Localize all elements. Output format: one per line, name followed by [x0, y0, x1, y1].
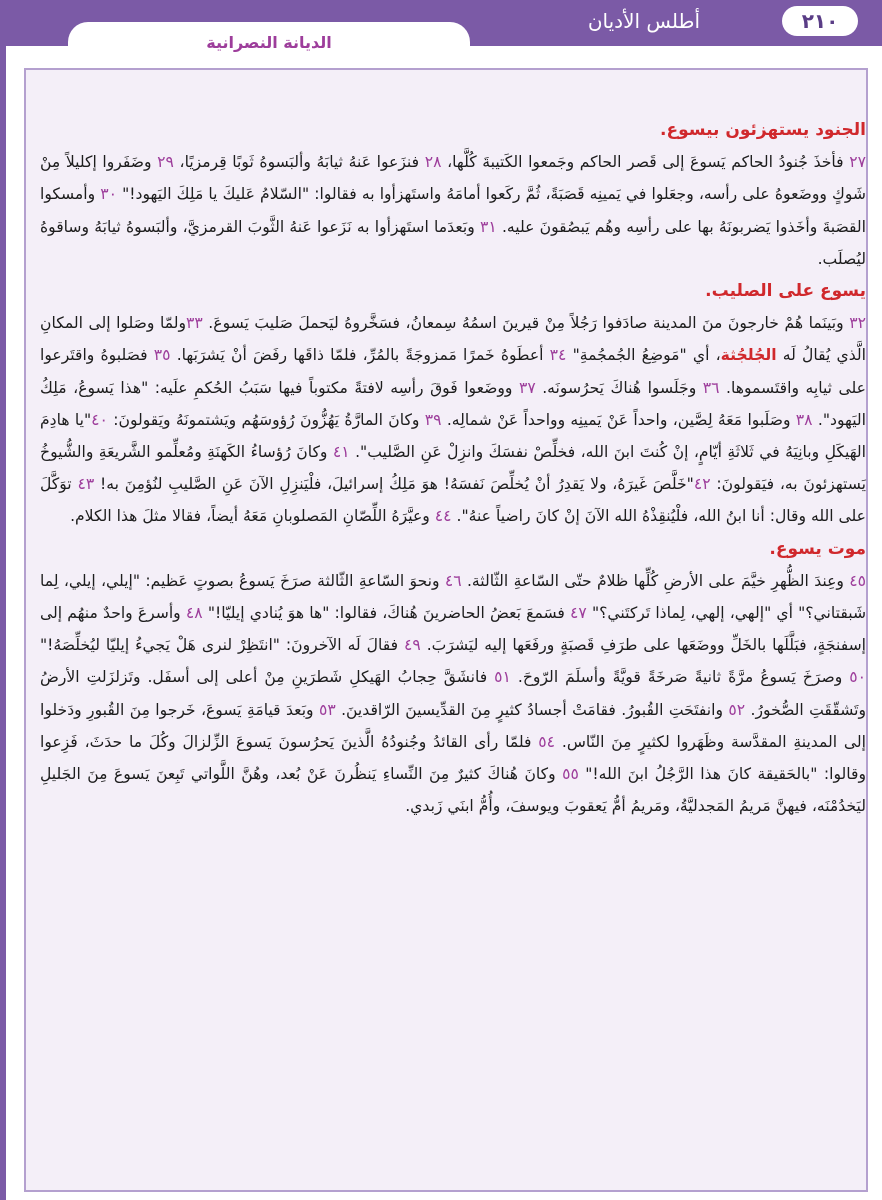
verse-number: ٣١ [479, 217, 497, 236]
verse-number: ٣٢ [849, 314, 866, 333]
verse-number: ٤١ [332, 443, 350, 462]
verse-text: فنزَعوا عَنهُ ثيابَهُ وألبَسوهُ ثَوبًا قِرمزيًا، [173, 153, 425, 172]
verse-text: وانفتَحَتِ القُبورُ. فقامَتْ أجسادُ كثيرٍ مِنَ القدِّيسينَ الرّاقدينَ. [335, 700, 729, 719]
section-heading: موت يسوع. [769, 538, 866, 559]
section-paragraph [40, 565, 866, 823]
verse-number: ٤٩ [404, 636, 421, 655]
verse-text: "يا هادِمَ الهَيكَلِ وبانِيَهُ في ثَلاثَةِ أيّامٍ، إنْ كُنتَ ابنَ الله، فخلِّصْ نفسَكَ وانزِلْ عَنِ الصَّليب". [40, 410, 867, 462]
verse-number: ٤٦ [444, 571, 462, 590]
verse-number: ٣٨ [795, 410, 813, 429]
verse-text: وضَفَروا إكليلاً مِنْ شَوكٍ ووضَعوهُ على رأسه، وجعَلوا في يَمينِه قَصَبَةً، ثُمَّ ركَعوا أمامَهُ واستَهزأوا به فقالوا: "السّلامُ عَليكَ يا مَلِكَ اليَهود!" [40, 153, 866, 204]
verse-text: ونحوَ السّاعةِ الثّالثة صرَخَ يَسوعُ بصوتٍ عَظيم: "إيلي، إيلي، لِما شَبقتاني؟" أي "إلهي، إلهي، لِماذا تَركتَني؟" [40, 571, 867, 623]
verse-number: ٤٤ [434, 507, 452, 526]
verse-text: ووضَعوا فَوقَ رأسِه لافتةً مكتوباً فيها سَبَبُ الحُكمِ علَيه: "هذا يَسوعُ، مَلِكُ اليَهود". [40, 378, 866, 429]
section-paragraph [40, 307, 866, 532]
verse-text: وبَعدَ قيامَةِ يَسوعَ، خَرجوا مِنَ القُبورِ ودَخلوا إلى المدينةِ المقدَّسة وظَهَروا لكثيرٍ مِنَ النّاس. [40, 700, 867, 751]
verse-text: وكانَ رُؤساءُ الكَهنَةِ ومُعلِّمو الشَّريعَةِ والشُّيوخُ يَستهزئونَ به، فيَقولونَ: [40, 443, 866, 494]
verse-text: وصَلَبوا مَعَهُ لِصَّين، واحداً عَنْ يَمينِه وواحداً عَنْ شمالِه. [441, 410, 796, 429]
verse-text: وكانَ هُناكَ كثيرٌ مِنَ النِّساءِ يَنظُرنَ عَنْ بُعد، وهُنَّ اللَّواتي تَبِعنَ يَسوعَ مِنَ الجَليلِ ليَخدُمْنَه، فيهنَّ مَريمُ المَجدليَّةُ، ومَريمُ أمُّ يَعقوبَ ويوسفَ، وأُمُّ ابنَي زَبدي. [40, 765, 866, 816]
verse-number: ٤٥ [849, 571, 866, 590]
verse-text: فسَمعَ بَعضُ الحاضرينَ هُناكَ، فقالوا: "ها هوَ يُنادي إيليّا!" [202, 604, 571, 623]
verse-number: ٤٧ [570, 604, 587, 623]
verse-number: ٥٥ [562, 765, 579, 784]
verse-number: ٣٣ [186, 314, 203, 333]
verse-text: وعيَّرَهُ اللِّصّانِ المَصلوبانِ مَعَهُ أيضاً، فقالا مثلَ هذا الكلام. [70, 507, 435, 526]
verse-text: وكانَ المارَّةُ يَهُزُّونَ رُؤوسَهُم ويَشتمونَهُ ويَقولونَ: [107, 410, 425, 429]
verse-number: ٢٧ [849, 153, 866, 172]
verse-text: فانشَقَّ حِجابُ الهَيكلِ شَطرَينِ مِنْ أعلى إلى أسفَل. وتَزلزَلتِ الأرضُ وتَشقّقَتِ الصُّخورُ. [40, 668, 866, 719]
verse-text: فقالَ لَه الآخرونَ: "انتَظِرْ لنرى هَلْ يَجيءُ إيليّا ليُخلِّصَهُ!" [40, 636, 404, 655]
verse-number: ٢٩ [157, 153, 174, 172]
verse-number: ٣٤ [549, 346, 567, 365]
book-title: أطلس الأديان [587, 9, 700, 33]
verse-text: وصرَخَ يَسوعُ مرَّةً ثانيةً صَرخَةً قويَّةً وأسلَمَ الرّوحَ. [510, 668, 850, 687]
verse-text: أعطَوهُ خَمرًا مَمزوجَةً بالمُرِّ، فلمّا ذاقَها رفَضَ أنْ يَشرَبَها. [170, 346, 550, 365]
verse-number: ٥٠ [849, 668, 866, 687]
page-number: ٢١٠ [782, 6, 858, 36]
verse-number: ٤٠ [91, 410, 108, 429]
verse-text: فأخذَ جُنودُ الحاكم يَسوعَ إلى قَصر الحاكم وجَمعوا الكَتيبةَ كُلَّها، [441, 153, 850, 172]
verse-text: وأمسكوا القصَبةَ وأخَذوا يَضربونَهُ بها على رأسِه وهُم يَبصُقونَ عليه. [40, 185, 867, 236]
verse-number: ٥٤ [538, 732, 556, 751]
verse-number: ٣٠ [100, 185, 118, 204]
verse-number: ٤٨ [185, 604, 203, 623]
verse-text: وبَعدَما استَهزأوا به نَزَعوا عَنهُ الثَّوبَ القرمزيَّ، وألبَسوهُ ثيابَهُ وساقوهُ ليُصلَب. [40, 217, 866, 268]
verse-text: توَكَّلَ على الله وقال: أنا ابنُ الله، فلْيُنقِذْهُ الله الآنَ إنْ كانَ راضياً عنهُ". [40, 475, 866, 526]
verse-text: وبَينَما هُمْ خارجونَ منَ المدينة صادَفوا رَجُلاً مِنْ قيرينَ اسمُهُ سِمعانُ، فسَخَّروهُ ليَحملَ صَليبَ يَسوعَ. [202, 314, 850, 333]
verse-text: فلمّا رأى القائدُ وجُنودُهُ الَّذينَ يَحرُسونَ يَسوعَ الزِّلزالَ وكُلَ ما حدَثَ، فَزِعوا وقالوا: "بالحَقيقة كانَ هذا الرَّجُلُ ابنَ الله!" [40, 732, 866, 784]
scripture-text [40, 114, 866, 1194]
verse-text: فصَلبوهُ واقتَرعوا على ثيابِه واقتَسموها. [40, 346, 866, 397]
verse-text: "خَلَّصَ غَيرَهُ، ولا يَقدِرُ أنْ يُخلِّصَ نَفسَهُ! هوَ مَلِكُ إسرائيلَ، فلْيَنزِلِ الآنَ عَنِ الصَّليبِ لنُؤمِنَ به! [94, 475, 694, 494]
verse-number: ٥٢ [728, 700, 746, 719]
verse-number: ٣٧ [518, 378, 536, 397]
verse-number: ٣٩ [424, 410, 442, 429]
verse-text: وأسرعَ واحدٌ منهُم إلى إسفنجَةٍ، فبَلَّلَها بالخَلِّ ووضَعَها على طرَفِ قَصبَةٍ ورفَعَها إليه ليَشرَبَ. [40, 604, 866, 655]
verse-number: ٤٢ [693, 475, 711, 494]
verse-text: وعِندَ الظُّهرِ خيَّمَ على الأرضِ كُلِّها ظلامٌ حتّى السّاعةِ الثّالثة. [461, 571, 850, 590]
verse-text: ولمّا وصَلوا إلى المكانِ الَّذي يُقالُ لَه [40, 314, 867, 365]
verse-number: ٣٥ [153, 346, 171, 365]
section-heading: يسوع على الصليب. [705, 281, 866, 302]
verse-number: ٥١ [494, 668, 511, 687]
section-paragraph [40, 146, 866, 275]
verse-number: ٣٦ [702, 378, 720, 397]
verse-number: ٢٨ [424, 153, 442, 172]
section-heading: الجنود يستهزئون بيسوع. [660, 120, 866, 140]
verse-number: ٥٣ [318, 700, 336, 719]
verse-number: ٤٣ [77, 475, 95, 494]
verse-text: ، أي "مَوضِعُ الجُمجُمةِ" [566, 346, 721, 365]
left-margin-bar [0, 46, 6, 1200]
verse-text: وجَلَسوا هُناكَ يَحرُسونَه. [535, 378, 703, 397]
chapter-name: الديانة النصرانية [206, 33, 332, 52]
highlighted-term: الجُلجُثة [720, 346, 777, 365]
